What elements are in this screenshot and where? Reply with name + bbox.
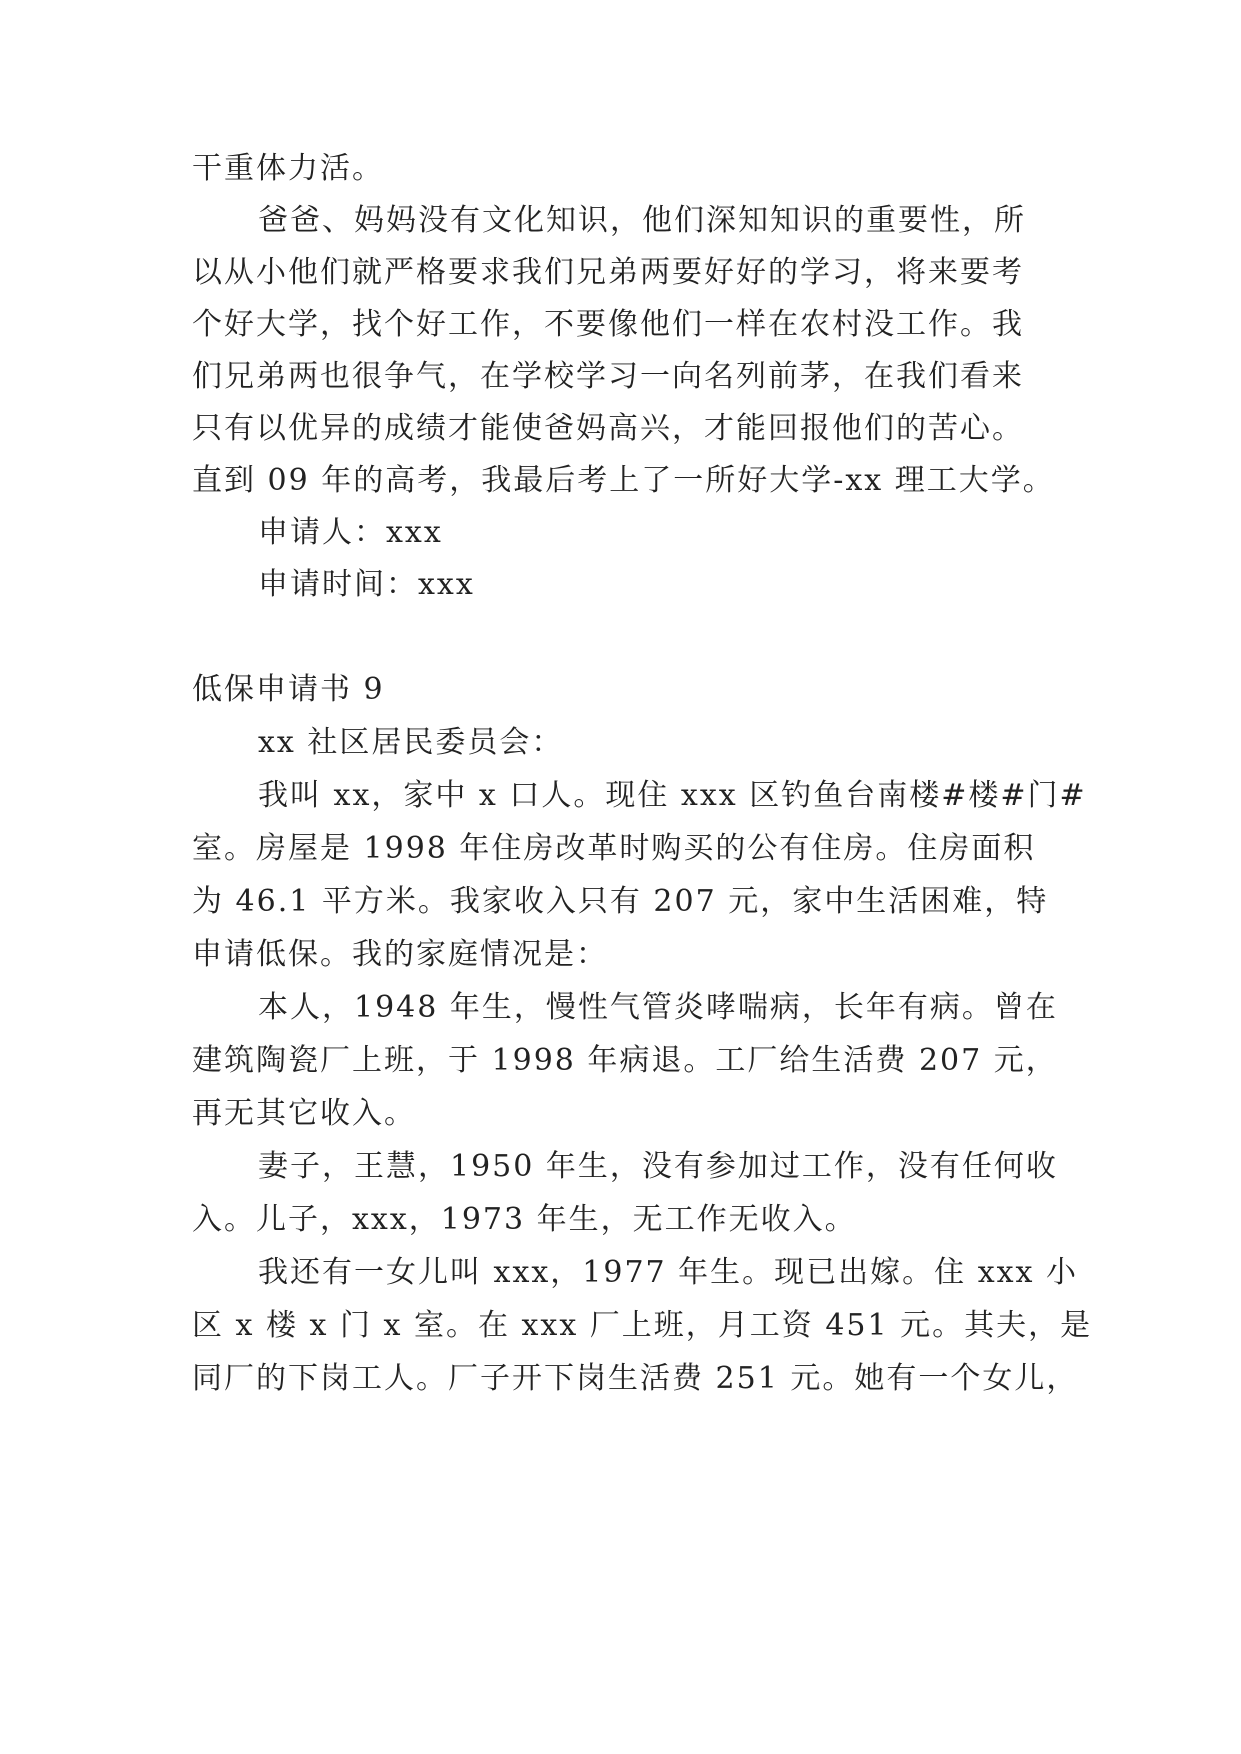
applicant-line: 申请人：xxx <box>258 515 443 550</box>
text-line: 再无其它收入。 <box>192 1096 416 1131</box>
section-title: 低保申请书 9 <box>192 672 385 707</box>
text-line: 申请低保。我的家庭情况是： <box>192 937 608 972</box>
text-line: 入。儿子，xxx，1973 年生，无工作无收入。 <box>192 1202 857 1237</box>
text-line: 爸爸、妈妈没有文化知识，他们深知知识的重要性，所 <box>258 203 1026 238</box>
text-line: 室。房屋是 1998 年住房改革时购买的公有住房。住房面积 <box>192 831 1036 866</box>
text-line: 妻子，王慧，1950 年生，没有参加过工作，没有任何收 <box>258 1149 1058 1184</box>
text-line: 区 x 楼 x 门 x 室。在 xxx 厂上班，月工资 451 元。其夫，是 <box>192 1308 1093 1343</box>
text-line: 干重体力活。 <box>192 151 384 186</box>
text-line: 我叫 xx，家中 x 口人。现住 xxx 区钓鱼台南楼#楼#门# <box>258 778 1087 813</box>
text-line: 只有以优异的成绩才能使爸妈高兴，才能回报他们的苦心。 <box>192 411 1024 446</box>
salutation: xx 社区居民委员会： <box>258 725 564 760</box>
text-line: 们兄弟两也很争气，在学校学习一向名列前茅，在我们看来 <box>192 359 1024 394</box>
text-line: 建筑陶瓷厂上班，于 1998 年病退。工厂给生活费 207 元， <box>192 1043 1058 1078</box>
text-line: 以从小他们就严格要求我们兄弟两要好好的学习，将来要考 <box>192 255 1024 290</box>
text-line: 个好大学，找个好工作，不要像他们一样在农村没工作。我 <box>192 307 1024 342</box>
apply-time-line: 申请时间：xxx <box>258 567 475 602</box>
text-line: 直到 09 年的高考，我最后考上了一所好大学-xx 理工大学。 <box>192 463 1055 498</box>
text-line: 为 46.1 平方米。我家收入只有 207 元，家中生活困难，特 <box>192 884 1049 919</box>
text-line: 同厂的下岗工人。厂子开下岗生活费 251 元。她有一个女儿， <box>192 1361 1079 1396</box>
text-line: 本人，1948 年生，慢性气管炎哮喘病，长年有病。曾在 <box>258 990 1058 1025</box>
text-line: 我还有一女儿叫 xxx，1977 年生。现已出嫁。住 xxx 小 <box>258 1255 1079 1290</box>
